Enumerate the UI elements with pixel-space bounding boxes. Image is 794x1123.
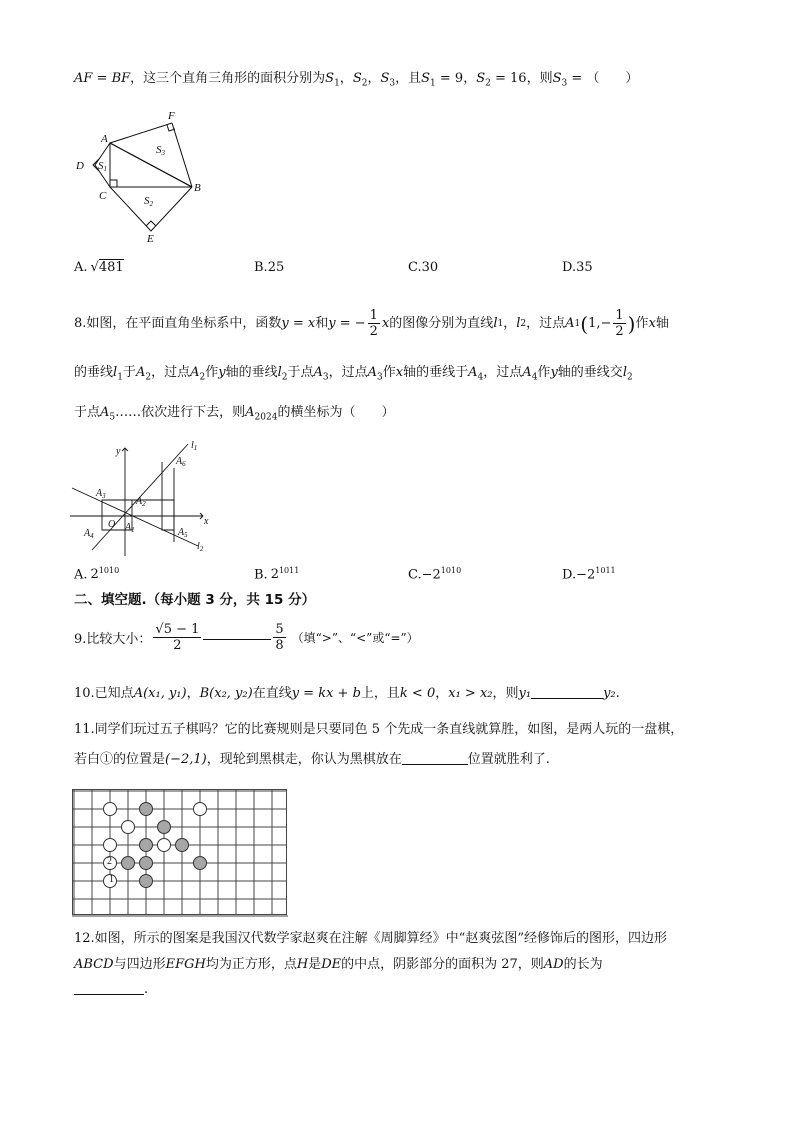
q8-label-o: O [108, 519, 116, 530]
q7-sep1: ， [339, 71, 353, 86]
black-stone [194, 857, 207, 870]
black-stone [158, 821, 171, 834]
q7-end: = （ ） [567, 71, 639, 86]
q8-choice-c[interactable]: $C.-2^{1010}$ [408, 566, 462, 583]
q11-label-2: 2 [107, 856, 112, 867]
q12-answer-blank[interactable] [74, 994, 144, 995]
section-title: 二、填空题.（每小题 3 分，共 15 分） [74, 592, 316, 608]
q9-answer-blank[interactable] [203, 639, 271, 640]
q7-label-d: D [76, 160, 84, 172]
q10-answer-blank[interactable] [531, 698, 603, 699]
q8-label-a5: $A_5$ [178, 527, 188, 539]
q8-func2: y = − [328, 315, 366, 331]
q11-line2: 若白①的位置是(−2,1)，现轮到黑棋走，你认为黑棋放在 位置就胜利了. [74, 752, 550, 767]
q7-figure [70, 105, 220, 245]
q7-choice-b[interactable]: B.25 [254, 260, 285, 275]
black-stone [176, 839, 189, 852]
q8-figure [70, 438, 215, 558]
q11-coord: (−2,1) [165, 752, 207, 767]
q7-af-bf: AF = BF [74, 71, 131, 86]
black-stone [140, 803, 153, 816]
white-stone [104, 803, 117, 816]
q8-label-a4: $A_4$ [84, 528, 94, 540]
q7-s3-eq: S [552, 71, 562, 86]
q7-s2: S [352, 71, 362, 86]
q11-answer-blank[interactable] [402, 764, 468, 765]
q7-label-s2: S2 [144, 195, 153, 208]
white-stone [194, 803, 207, 816]
q7-label-b: B [194, 182, 201, 194]
q7-choice-a[interactable]: A. √481 [74, 260, 124, 275]
q7-right-angle-c [110, 180, 117, 187]
q7-then: ，则 [526, 71, 553, 86]
q8-line3: 于点$A_5\dots\dots$依次进行下去，则$A_{2024}$的横坐标为（ ） [74, 405, 395, 423]
q7-choice-d[interactable]: D.35 [562, 260, 593, 275]
q7-triangle-ceb [110, 187, 192, 231]
q7-s1-eq-sub: 1 [430, 78, 436, 89]
q7-label-s3: S3 [156, 144, 165, 157]
q7-s1-sub: 1 [334, 78, 340, 89]
white-stone [122, 821, 135, 834]
black-stone [140, 839, 153, 852]
q7-comma: ， [463, 71, 477, 86]
q7-text: ，这三个直角三角形的面积分别为 [130, 71, 326, 86]
q9-lhs: $\frac{√5 - 1}{2}$ [155, 622, 200, 653]
q8-choice-d[interactable]: $D.-2^{1011}$ [562, 566, 616, 583]
q7-s2-eq-sub: 2 [485, 78, 491, 89]
q7-line-af [110, 123, 172, 143]
q8-func2-frac: $\frac{1}{2}$ [369, 308, 378, 339]
q8-label-a1: $A_1$ [125, 522, 135, 534]
black-stone [140, 857, 153, 870]
q7-s3-sub: 3 [389, 78, 396, 89]
q7-sep2: ， [367, 71, 381, 86]
q7-s2-val: = 16 [490, 71, 527, 86]
q7-choice-a-radicand: 481 [98, 260, 124, 275]
q12-line1: 12.如图，所示的图案是我国汉代数学家赵爽在注解《周脚算经》中“赵爽弦图”经修饰后的图形，四边形 [74, 931, 667, 946]
q7-right-angle-e [146, 221, 156, 226]
white-stone [104, 839, 117, 852]
q8-line2: 的垂线$l_1$于$A_2$，过点$A_2$作y轴的垂线$l_2$于点$A_3$，过点$A_3$作x轴的垂线于$A_4$，过点$A_4$作y轴的垂线交$l_2$ [74, 365, 633, 383]
q7-s1-eq: S [421, 71, 431, 86]
q7-choice-c[interactable]: C.30 [408, 260, 439, 275]
q7-label-c: C [99, 190, 107, 202]
q10: 10.已知点A(x₁, y₁)，B(x₂, y₂)在直线y = kx + b上，且k < 0，x₁ > x₂，则y₁ y₂. [74, 686, 620, 701]
q7-s3-eq-sub: 3 [561, 78, 568, 89]
q8-label-l1: $l_1$ [191, 440, 198, 452]
q11-line1: 11.同学们玩过五子棋吗？它的比赛规则是只要同色 5 个先成一条直线就算胜，如图，是两人玩的一盘棋， [74, 722, 684, 737]
q9: 9.比较大小： $\frac{√5 - 1}{2}$ $\frac{5}{8}$ （填“>”、“<”或“=”） [74, 622, 419, 653]
black-stone-labeled [122, 857, 135, 870]
q7-s1-val: = 9 [435, 71, 464, 86]
q12-line2: ABCD与四边形EFGH均为正方形，点H是DE的中点，阴影部分的面积为 27，则AD的长为 [74, 957, 603, 972]
q7-s3: S [380, 71, 390, 86]
q7-label-a: A [101, 133, 108, 145]
q11-gomoku-board [72, 789, 288, 917]
q7-line-ab [110, 143, 192, 187]
q8-label-y: y [116, 446, 121, 457]
q7-stem [74, 69, 638, 94]
white-stone [158, 839, 171, 852]
q12-line3: . [74, 980, 148, 1000]
q7-s2-eq: S [476, 71, 486, 86]
q7-label-f: F [168, 110, 175, 122]
q8-func1: y = x [281, 315, 316, 331]
q8-choice-b[interactable]: B. $2^{1011}$ [254, 566, 300, 583]
q9-rhs: $\frac{5}{8}$ [275, 622, 284, 653]
black-stone [140, 875, 153, 888]
q8-label-a2: $A_2$ [136, 496, 146, 508]
q7-s1: S [325, 71, 335, 86]
q8-a1-frac: $\frac{1}{2}$ [615, 308, 624, 339]
q8-label-x: x [204, 516, 209, 527]
q7-label-e: E [147, 233, 154, 245]
q8-label-a6: $A_6$ [176, 456, 186, 468]
q8-choice-a[interactable]: A. $2^{1010}$ [74, 566, 120, 583]
q7-label-s1: S1 [98, 160, 107, 173]
q8-label-a3: $A_3$ [96, 488, 106, 500]
q8-label-l2: $l_2$ [197, 541, 204, 553]
q9-hint: （填“>”、“<”或“=”） [291, 631, 419, 645]
q7-s2-sub: 2 [361, 78, 368, 89]
q11-label-1: 1 [109, 874, 114, 885]
q8-line1: 8.如图，在平面直角坐标系中，函数 y = x 和 y = − $\frac{1}{2}$ x 的图像分别为直线 l 1 ， l 2 ，过点 A 1 ( 1,− $\frac{1}{2}$ ) 作 x 轴 [74, 308, 669, 339]
q7-cond: ，且 [395, 71, 422, 86]
